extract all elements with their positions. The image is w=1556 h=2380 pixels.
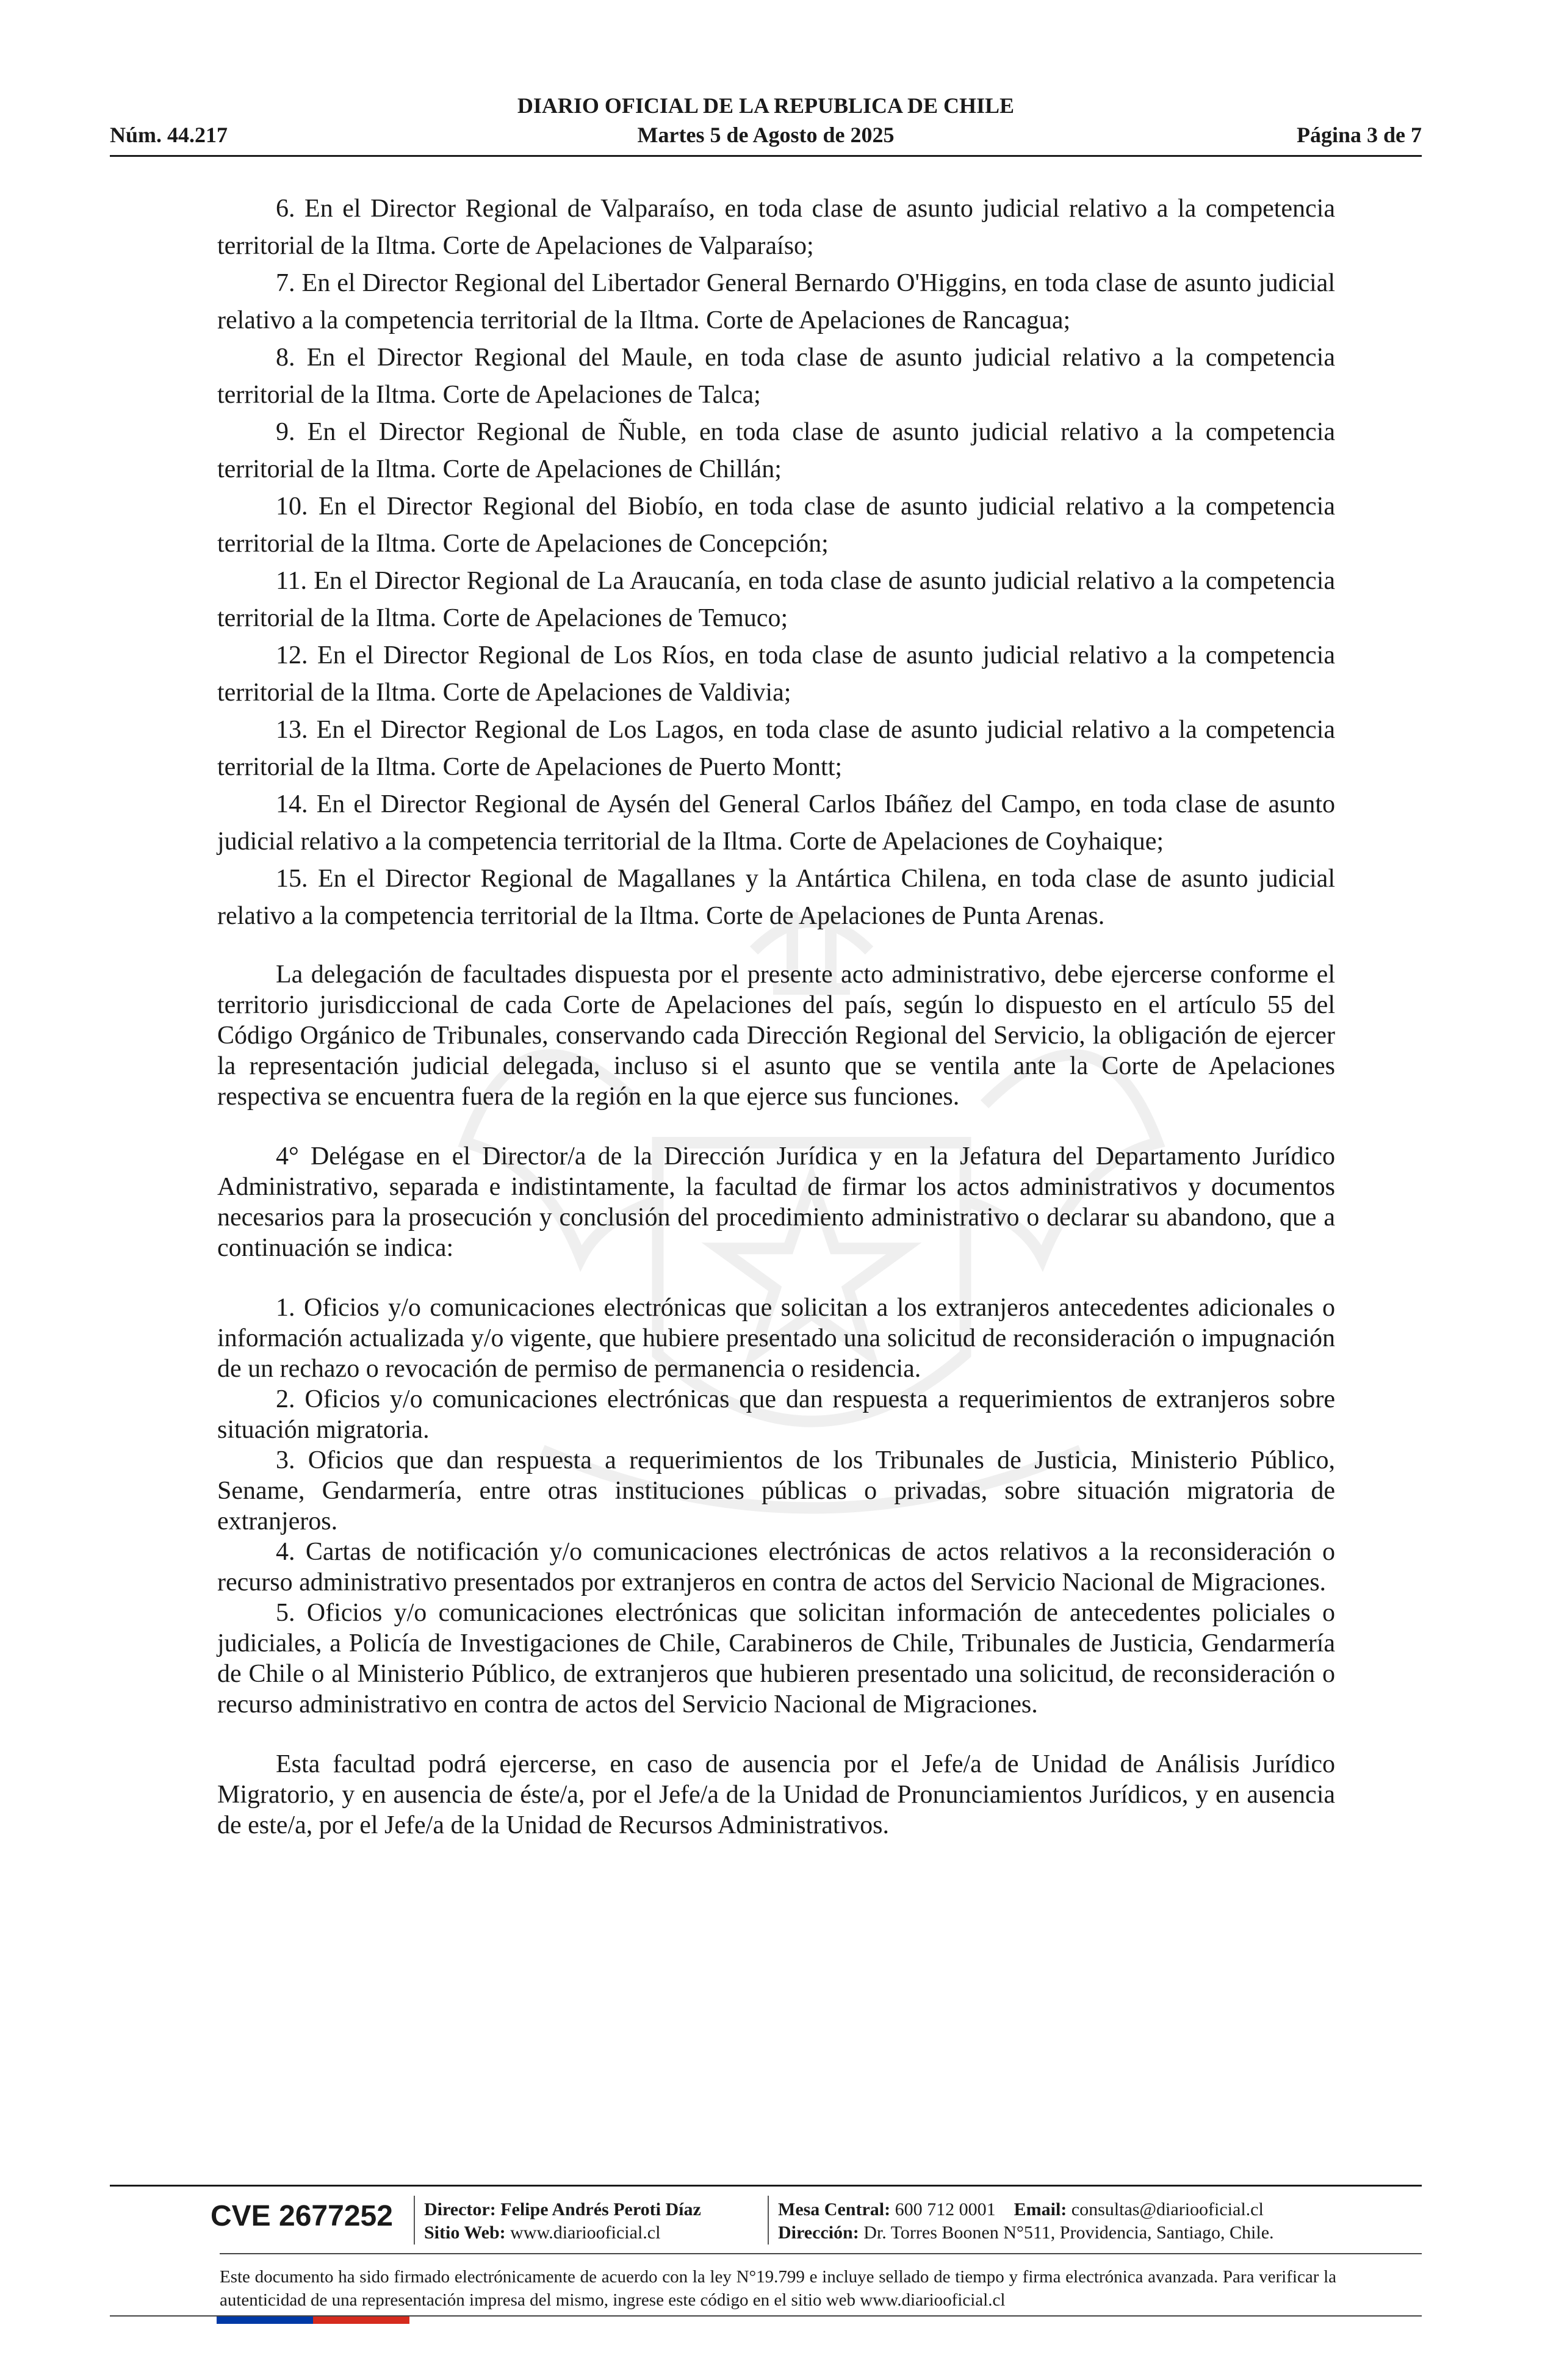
regional-delegation-list: [217, 190, 1335, 935]
director-label: Director:: [424, 2199, 496, 2220]
list-item: 12. En el Director Regional de Los Ríos, en toda clase de asunto judicial relativo a la competencia territorial de la Iltma. Corte de Apelaciones de Valdivia;: [217, 641, 1335, 707]
article-4-paragraph: 4° Delégase en el Director/a de la Dirección Jurídica y en la Jefatura del Departamento Jurídico Administrativo, separada e indistintamente, la facultad de firmar los actos administrativos y documentos necesarios para la prosecución y conclusión del procedimiento administrativo o declarar su abandono, que a continuación se indica:: [217, 1142, 1335, 1262]
flag-blue-band: [217, 2317, 313, 2324]
phone-value: 600 712 0001: [895, 2199, 996, 2220]
page-footer: [110, 2185, 1422, 2337]
flag-red-band: [313, 2317, 409, 2324]
document-acts-list: [217, 1293, 1335, 1720]
header-rule: [110, 155, 1422, 157]
email-label: Email:: [1014, 2199, 1067, 2220]
list-item: 2. Oficios y/o comunicaciones electrónicas que dan respuesta a requerimientos de extranjeros sobre situación migratoria.: [217, 1385, 1335, 1444]
phone-label: Mesa Central:: [778, 2199, 891, 2220]
final-paragraph: Esta facultad podrá ejercerse, en caso de ausencia por el Jefe/a de Unidad de Análisis Jurídico Migratorio, y en ausencia de éste/a, por el Jefe/a de la Unidad de Pronunciamientos Jurídicos, y en ausencia de este/a, por el Jefe/a de la Unidad de Recursos Administrativos.: [217, 1750, 1335, 1839]
email-link[interactable]: consultas@diariooficial.cl: [1071, 2199, 1264, 2220]
delegation-paragraph: La delegación de facultades dispuesta por el presente acto administrativo, debe ejercerse conforme el territorio jurisdiccional de cada Corte de Apelaciones del país, según lo dispuesto en el artículo 55 del Código Orgánico de Tribunales, conservando cada Dirección Regional del Servicio, la obligación de ejercer la representación judicial delegada, incluso si el asunto que se ventila ante la Corte de Apelaciones respectiva se encuentra fuera de la región en la que ejerce sus funciones.: [217, 961, 1335, 1111]
director-name: Felipe Andrés Peroti Díaz: [500, 2199, 701, 2220]
list-item: 1. Oficios y/o comunicaciones electrónicas que solicitan a los extranjeros antecedentes adicionales o información actualizada y/o vigente, que hubiere presentado una solicitud de reconsideración o impugnación de un rechazo o revocación de permiso de permanencia o residencia.: [217, 1294, 1335, 1383]
list-item: 6. En el Director Regional de Valparaíso, en toda clase de asunto judicial relativo a la competencia territorial de la Iltma. Corte de Apelaciones de Valparaíso;: [217, 195, 1335, 260]
list-item: 4. Cartas de notificación y/o comunicaciones electrónicas de actos relativos a la reconsideración o recurso administrativo presentados por extranjeros en contra de actos del Servicio Nacional de Migraciones.: [217, 1538, 1335, 1596]
list-item: 3. Oficios que dan respuesta a requerimientos de los Tribunales de Justicia, Ministerio Público, Sename, Gendarmería, entre otras instituciones públicas o privadas, sobre situación migratoria de extranjeros.: [217, 1446, 1335, 1535]
page-header: [110, 93, 1422, 154]
address-value: Dr. Torres Boonen N°511, Providencia, Santiago, Chile.: [863, 2223, 1274, 2243]
list-item: 8. En el Director Regional del Maule, en toda clase de asunto judicial relativo a la competencia territorial de la Iltma. Corte de Apelaciones de Talca;: [217, 344, 1335, 409]
signature-note: Este documento ha sido firmado electrónicamente de acuerdo con la ley N°19.799 e incluye sellado de tiempo y firma electrónica avanzada. Para verificar la autenticidad de una representación impresa del mismo, ingrese este código en el sitio web www.diariooficial.cl: [220, 2267, 1336, 2310]
address-label: Dirección:: [778, 2223, 859, 2243]
web-link[interactable]: www.diariooficial.cl: [510, 2223, 661, 2243]
flag-stripe: [217, 2317, 409, 2324]
list-item: 5. Oficios y/o comunicaciones electrónicas que solicitan información de antecedentes policiales o judiciales, a Policía de Investigaciones de Chile, Carabineros de Chile, Tribunales de Justicia, Gendarmería de Chile o al Ministerio Público, de extranjeros que hubieren presentado una solicitud, de reconsideración o recurso administrativo en contra de actos del Servicio Nacional de Migraciones.: [217, 1599, 1335, 1718]
issue-number: Núm. 44.217: [110, 123, 228, 147]
footer-contact-block: [778, 2198, 1274, 2245]
document-body: [217, 190, 1335, 1841]
page-number: Página 3 de 7: [1296, 123, 1422, 147]
issue-date: Martes 5 de Agosto de 2025: [637, 123, 895, 147]
list-item: 13. En el Director Regional de Los Lagos, en toda clase de asunto judicial relativo a la competencia territorial de la Iltma. Corte de Apelaciones de Puerto Montt;: [217, 716, 1335, 781]
cve-code: CVE 2677252: [211, 2200, 393, 2232]
list-item: 14. En el Director Regional de Aysén del General Carlos Ibáñez del Campo, en toda clase de asunto judicial relativo a la competencia territorial de la Iltma. Corte de Apelaciones de Coyhaique;: [217, 790, 1335, 856]
list-item: 15. En el Director Regional de Magallanes y la Antártica Chilena, en toda clase de asunto judicial relativo a la competencia territorial de la Iltma. Corte de Apelaciones de Punta Arenas.: [217, 865, 1335, 930]
list-item: 7. En el Director Regional del Libertador General Bernardo O'Higgins, en toda clase de asunto judicial relativo a la competencia territorial de la Iltma. Corte de Apelaciones de Rancagua;: [217, 269, 1335, 334]
footer-rule: [110, 2185, 1422, 2187]
list-item: 9. En el Director Regional de Ñuble, en toda clase de asunto judicial relativo a la competencia territorial de la Iltma. Corte de Apelaciones de Chillán;: [217, 418, 1335, 483]
list-item: 11. En el Director Regional de La Araucanía, en toda clase de asunto judicial relativo a la competencia territorial de la Iltma. Corte de Apelaciones de Temuco;: [217, 567, 1335, 632]
list-item: 10. En el Director Regional del Biobío, en toda clase de asunto judicial relativo a la competencia territorial de la Iltma. Corte de Apelaciones de Concepción;: [217, 492, 1335, 558]
web-label: Sitio Web:: [424, 2223, 506, 2243]
footer-inner-rule: [220, 2253, 1422, 2254]
footer-divider: [414, 2196, 415, 2245]
footer-divider: [768, 2196, 769, 2245]
gazette-title: DIARIO OFICIAL DE LA REPUBLICA DE CHILE: [517, 93, 1015, 118]
footer-director-block: [424, 2198, 701, 2245]
